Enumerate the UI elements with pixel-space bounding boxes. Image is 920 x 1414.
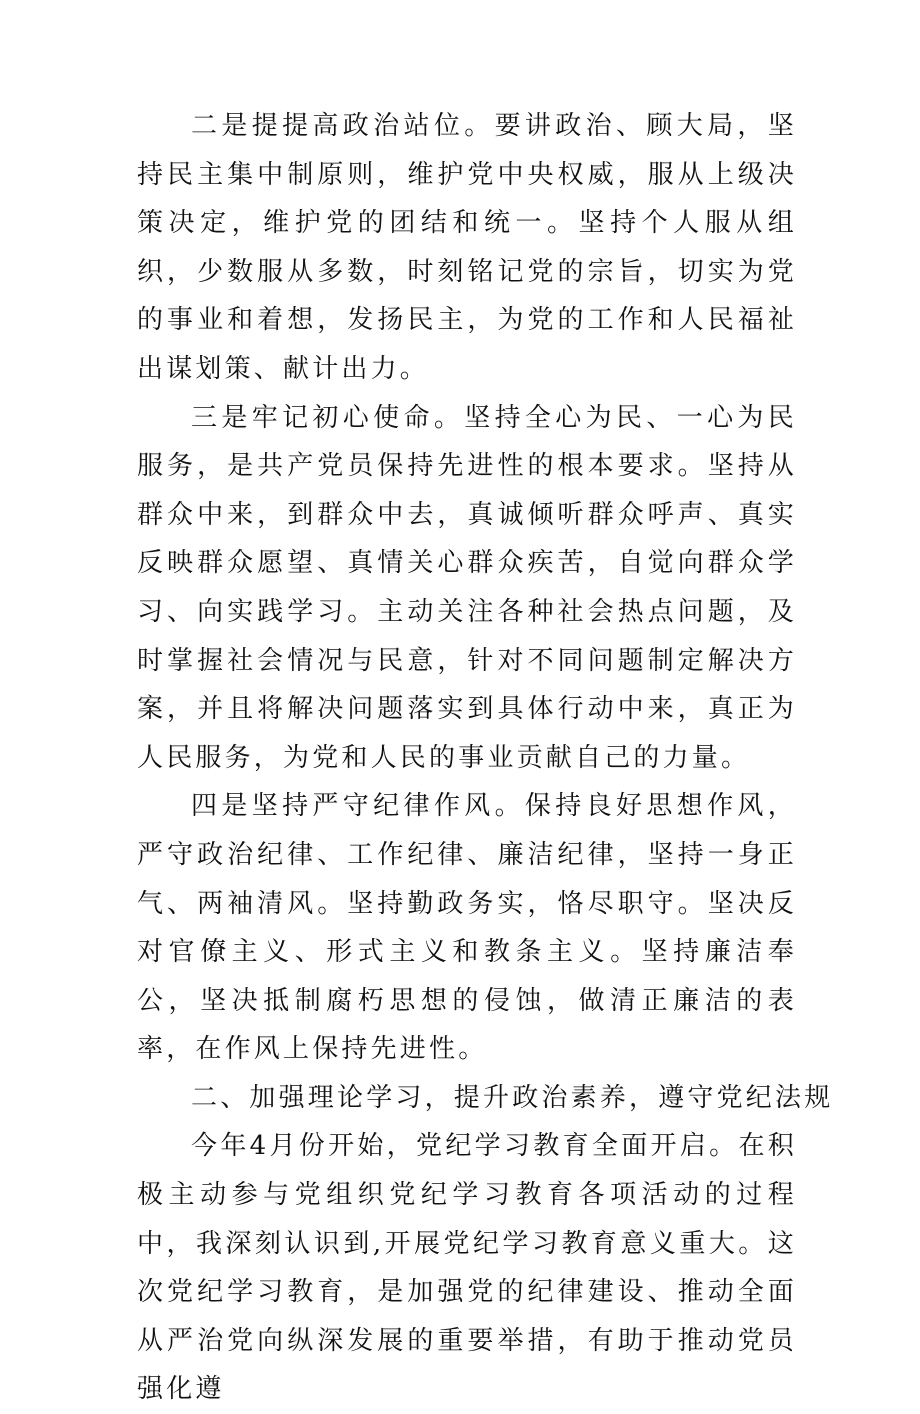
paragraph-party-discipline-education: 今年4月份开始，党纪学习教育全面开启。在积极主动参与党组织党纪学习教育各项活动的过程中，我深刻认识到,开展党纪学习教育意义重大。这次党纪学习教育，是加强党的纪律建设、推动全面从严治党向纵深发展的重要举措，有助于推动党员强化遵	[137, 1131, 797, 1405]
section-heading: 二、加强理论学习，提升政治素养，遵守党纪法规	[191, 1082, 834, 1113]
paragraph-original-mission: 三是牢记初心使命。坚持全心为民、一心为民服务，是共产党员保持先进性的根本要求。坚持从群众中来，到群众中去，真诚倾听群众呼声、真实反映群众愿望、真情关心群众疾苦，自觉向群众学习、向实践学习。主动关注各种社会热点问题，及时掌握社会情况与民意，针对不同问题制定解决方案，并且将解决问题落实到具体行动中来，真正为人民服务，为党和人民的事业贡献自己的力量。	[137, 402, 797, 773]
paragraph-political-stance: 二是提提高政治站位。要讲政治、顾大局，坚持民主集中制原则，维护党中央权威，服从上级决策决定，维护党的团结和统一。坚持个人服从组织，少数服从多数，时刻铭记党的宗旨，切实为党的事业和着想，发扬民主，为党的工作和人民福祉出谋划策、献计出力。	[137, 111, 797, 384]
document-page	[137, 102, 834, 1414]
paragraph-discipline-style: 四是坚持严守纪律作风。保持良好思想作风，严守政治纪律、工作纪律、廉洁纪律，坚持一身正气、两袖清风。坚持勤政务实，恪尽职守。坚决反对官僚主义、形式主义和教条主义。坚持廉洁奉公，坚决抵制腐朽思想的侵蚀，做清正廉洁的表率，在作风上保持先进性。	[137, 791, 797, 1065]
